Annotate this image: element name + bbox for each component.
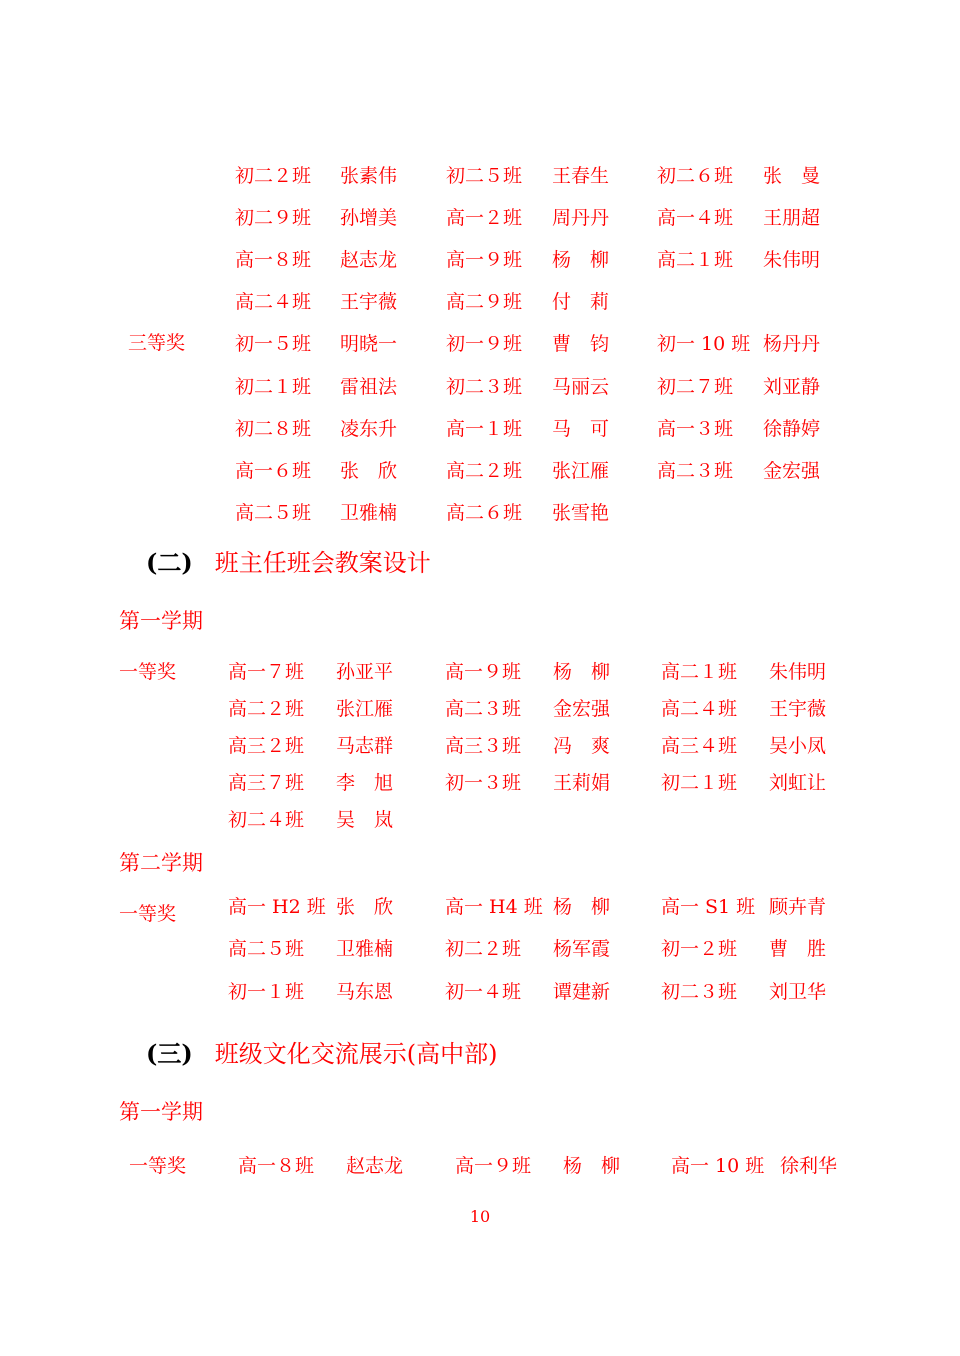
- class-name: 初二５班: [446, 165, 523, 187]
- person-name: 赵志龙: [346, 1155, 404, 1177]
- class-name: 初二６班: [657, 165, 734, 187]
- term-heading-second: 第二学期: [119, 851, 203, 875]
- class-name: 初二１班: [661, 772, 738, 794]
- section-title-text: 班主任班会教案设计: [214, 549, 431, 577]
- person-name: 张江雁: [336, 698, 394, 720]
- class-name: 高一８班: [238, 1155, 315, 1177]
- class-name: 高二３班: [657, 460, 734, 482]
- class-name: 高一 10 班: [671, 1155, 765, 1177]
- person-name: 刘卫华: [769, 981, 827, 1003]
- class-name: 初二７班: [657, 376, 734, 398]
- person-name: 冯 爽: [553, 735, 611, 757]
- award-label-third: 三等奖: [128, 332, 186, 354]
- person-name: 曹 钧: [552, 333, 610, 355]
- person-name: 徐利华: [780, 1155, 838, 1177]
- class-name: 初一１班: [228, 981, 305, 1003]
- class-name: 初二８班: [235, 418, 312, 440]
- class-name: 初二４班: [228, 809, 305, 831]
- person-name: 杨丹丹: [763, 333, 821, 355]
- person-name: 马 可: [552, 418, 610, 440]
- class-name: 高二５班: [228, 938, 305, 960]
- person-name: 杨 柳: [552, 249, 610, 271]
- person-name: 金宏强: [763, 460, 821, 482]
- class-name: 初二１班: [235, 376, 312, 398]
- class-name: 高三２班: [228, 735, 305, 757]
- person-name: 孙亚平: [336, 661, 394, 683]
- class-name: 初一４班: [445, 981, 522, 1003]
- class-name: 高一４班: [657, 207, 734, 229]
- award-label-first: 一等奖: [129, 1155, 187, 1177]
- class-name: 初一９班: [446, 333, 523, 355]
- person-name: 付 莉: [552, 291, 610, 313]
- class-name: 高一６班: [235, 460, 312, 482]
- person-name: 刘亚静: [763, 376, 821, 398]
- person-name: 马丽云: [552, 376, 610, 398]
- section-title-3: [146, 1040, 497, 1068]
- class-name: 高三４班: [661, 735, 738, 757]
- class-name: 高一９班: [445, 661, 522, 683]
- section-number: (二): [146, 548, 193, 577]
- person-name: 谭建新: [553, 981, 611, 1003]
- award-label-first: 一等奖: [119, 661, 177, 683]
- class-name: 高一９班: [455, 1155, 532, 1177]
- class-name: 高一３班: [657, 418, 734, 440]
- person-name: 王春生: [552, 165, 610, 187]
- term-heading-first: 第一学期: [119, 609, 203, 633]
- class-name: 高二１班: [657, 249, 734, 271]
- class-name: 初二２班: [445, 938, 522, 960]
- person-name: 杨军霞: [553, 938, 611, 960]
- class-name: 高一１班: [446, 418, 523, 440]
- class-name: 高二６班: [446, 502, 523, 524]
- person-name: 周丹丹: [552, 207, 610, 229]
- person-name: 杨 柳: [553, 661, 611, 683]
- person-name: 马东恩: [336, 981, 394, 1003]
- class-name: 高一７班: [228, 661, 305, 683]
- person-name: 王莉娟: [553, 772, 611, 794]
- person-name: 孙增美: [340, 207, 398, 229]
- person-name: 杨 柳: [563, 1155, 621, 1177]
- person-name: 吴小凤: [769, 735, 827, 757]
- class-name: 高二３班: [445, 698, 522, 720]
- term-heading-first: 第一学期: [119, 1100, 203, 1124]
- person-name: 金宏强: [553, 698, 611, 720]
- class-name: 高一 S1 班: [661, 896, 756, 918]
- person-name: 朱伟明: [769, 661, 827, 683]
- class-name: 高二４班: [235, 291, 312, 313]
- person-name: 王宇薇: [340, 291, 398, 313]
- class-name: 高三７班: [228, 772, 305, 794]
- section-title-2: [146, 549, 431, 577]
- person-name: 张 欣: [336, 896, 394, 918]
- person-name: 杨 柳: [553, 896, 611, 918]
- person-name: 赵志龙: [340, 249, 398, 271]
- class-name: 初一２班: [661, 938, 738, 960]
- class-name: 高一８班: [235, 249, 312, 271]
- class-name: 高二９班: [446, 291, 523, 313]
- class-name: 高二４班: [661, 698, 738, 720]
- class-name: 初一 10 班: [657, 333, 751, 355]
- class-name: 初一３班: [445, 772, 522, 794]
- person-name: 雷祖法: [340, 376, 398, 398]
- person-name: 卫雅楠: [340, 502, 398, 524]
- award-label-first: 一等奖: [119, 903, 177, 925]
- person-name: 明晓一: [340, 333, 398, 355]
- person-name: 曹 胜: [769, 938, 827, 960]
- person-name: 卫雅楠: [336, 938, 394, 960]
- class-name: 初二３班: [446, 376, 523, 398]
- class-name: 高二５班: [235, 502, 312, 524]
- class-name: 高二２班: [446, 460, 523, 482]
- person-name: 张 欣: [340, 460, 398, 482]
- section-number: (三): [146, 1039, 193, 1068]
- person-name: 马志群: [336, 735, 394, 757]
- person-name: 吴 岚: [336, 809, 394, 831]
- person-name: 李 旭: [336, 772, 394, 794]
- person-name: 徐静婷: [763, 418, 821, 440]
- section-title-text: 班级文化交流展示(高中部): [214, 1040, 498, 1068]
- page-number: 10: [469, 1207, 491, 1226]
- person-name: 凌东升: [340, 418, 398, 440]
- person-name: 张雪艳: [552, 502, 610, 524]
- person-name: 王朋超: [763, 207, 821, 229]
- class-name: 初一５班: [235, 333, 312, 355]
- person-name: 张 曼: [763, 165, 821, 187]
- person-name: 顾卉青: [769, 896, 827, 918]
- class-name: 初二３班: [661, 981, 738, 1003]
- class-name: 高一９班: [446, 249, 523, 271]
- person-name: 张素伟: [340, 165, 398, 187]
- class-name: 初二２班: [235, 165, 312, 187]
- person-name: 张江雁: [552, 460, 610, 482]
- class-name: 高一 H2 班: [228, 896, 326, 918]
- class-name: 初二９班: [235, 207, 312, 229]
- person-name: 朱伟明: [763, 249, 821, 271]
- class-name: 高二１班: [661, 661, 738, 683]
- person-name: 王宇薇: [769, 698, 827, 720]
- class-name: 高三３班: [445, 735, 522, 757]
- class-name: 高一 H4 班: [445, 896, 543, 918]
- person-name: 刘虹让: [769, 772, 827, 794]
- class-name: 高一２班: [446, 207, 523, 229]
- class-name: 高二２班: [228, 698, 305, 720]
